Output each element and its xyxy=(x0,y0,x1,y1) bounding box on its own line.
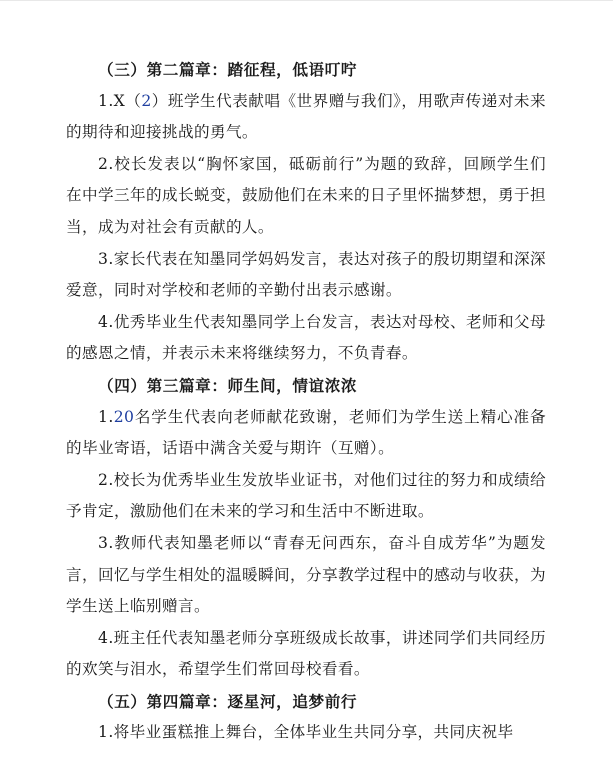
item-text: 名学生代表向老师献花致谢，老师们为学生送上精心准备的毕业寄语，话语中满含关爱与期许（互赠）。 xyxy=(66,407,546,458)
list-item: 1.将毕业蛋糕推上舞台，全体毕业生共同分享，共同庆祝毕 xyxy=(98,723,514,742)
section-chapter-2 xyxy=(66,54,546,370)
item-highlight: 20 xyxy=(113,407,135,426)
list-item: 3.教师代表知墨老师以“青春无问西东，奋斗自成芳华”为题发言，回忆与学生相处的温暖瞬间，分享教学过程中的感动与收获，为学生送上临别赠言。 xyxy=(66,533,546,616)
page-top-border xyxy=(0,0,613,1)
item-prefix: 1.X（ xyxy=(98,91,142,110)
list-item xyxy=(66,86,546,149)
section-chapter-3 xyxy=(66,370,546,686)
item-text: ）班学生代表献唱《世界赠与我们》，用歌声传递对未来的期待和迎接挑战的勇气。 xyxy=(66,91,546,142)
section-chapter-4 xyxy=(66,686,546,749)
list-item: 2.校长为优秀毕业生发放毕业证书，对他们过往的努力和成绩给予肯定，激励他们在未来的学习和生活中不断进取。 xyxy=(66,470,546,521)
item-prefix: 1. xyxy=(98,407,114,426)
document-page xyxy=(66,54,546,749)
item-highlight: 2 xyxy=(141,91,152,110)
list-item: 4.优秀毕业生代表知墨同学上台发言，表达对母校、老师和父母的感恩之情，并表示未来将继续努力，不负青春。 xyxy=(66,312,546,363)
list-item: 2.校长发表以“胸怀家国，砥砺前行”为题的致辞，回顾学生们在中学三年的成长蜕变，鼓励他们在未来的日子里怀揣梦想，勇于担当，成为对社会有贡献的人。 xyxy=(66,154,546,236)
section-heading: （四）第三篇章：师生间，情谊浓浓 xyxy=(98,375,358,395)
section-heading: （五）第四篇章：逐星河，追梦前行 xyxy=(98,691,358,711)
list-item xyxy=(66,402,546,465)
list-item: 3.家长代表在知墨同学妈妈发言，表达对孩子的殷切期望和深深爱意，同时对学校和老师的辛勤付出表示感谢。 xyxy=(66,249,546,300)
section-heading: （三）第二篇章：踏征程，低语叮咛 xyxy=(98,60,358,79)
list-item: 4.班主任代表知墨老师分享班级成长故事，讲述同学们共同经历的欢笑与泪水，希望学生们常回母校看看。 xyxy=(66,628,546,679)
